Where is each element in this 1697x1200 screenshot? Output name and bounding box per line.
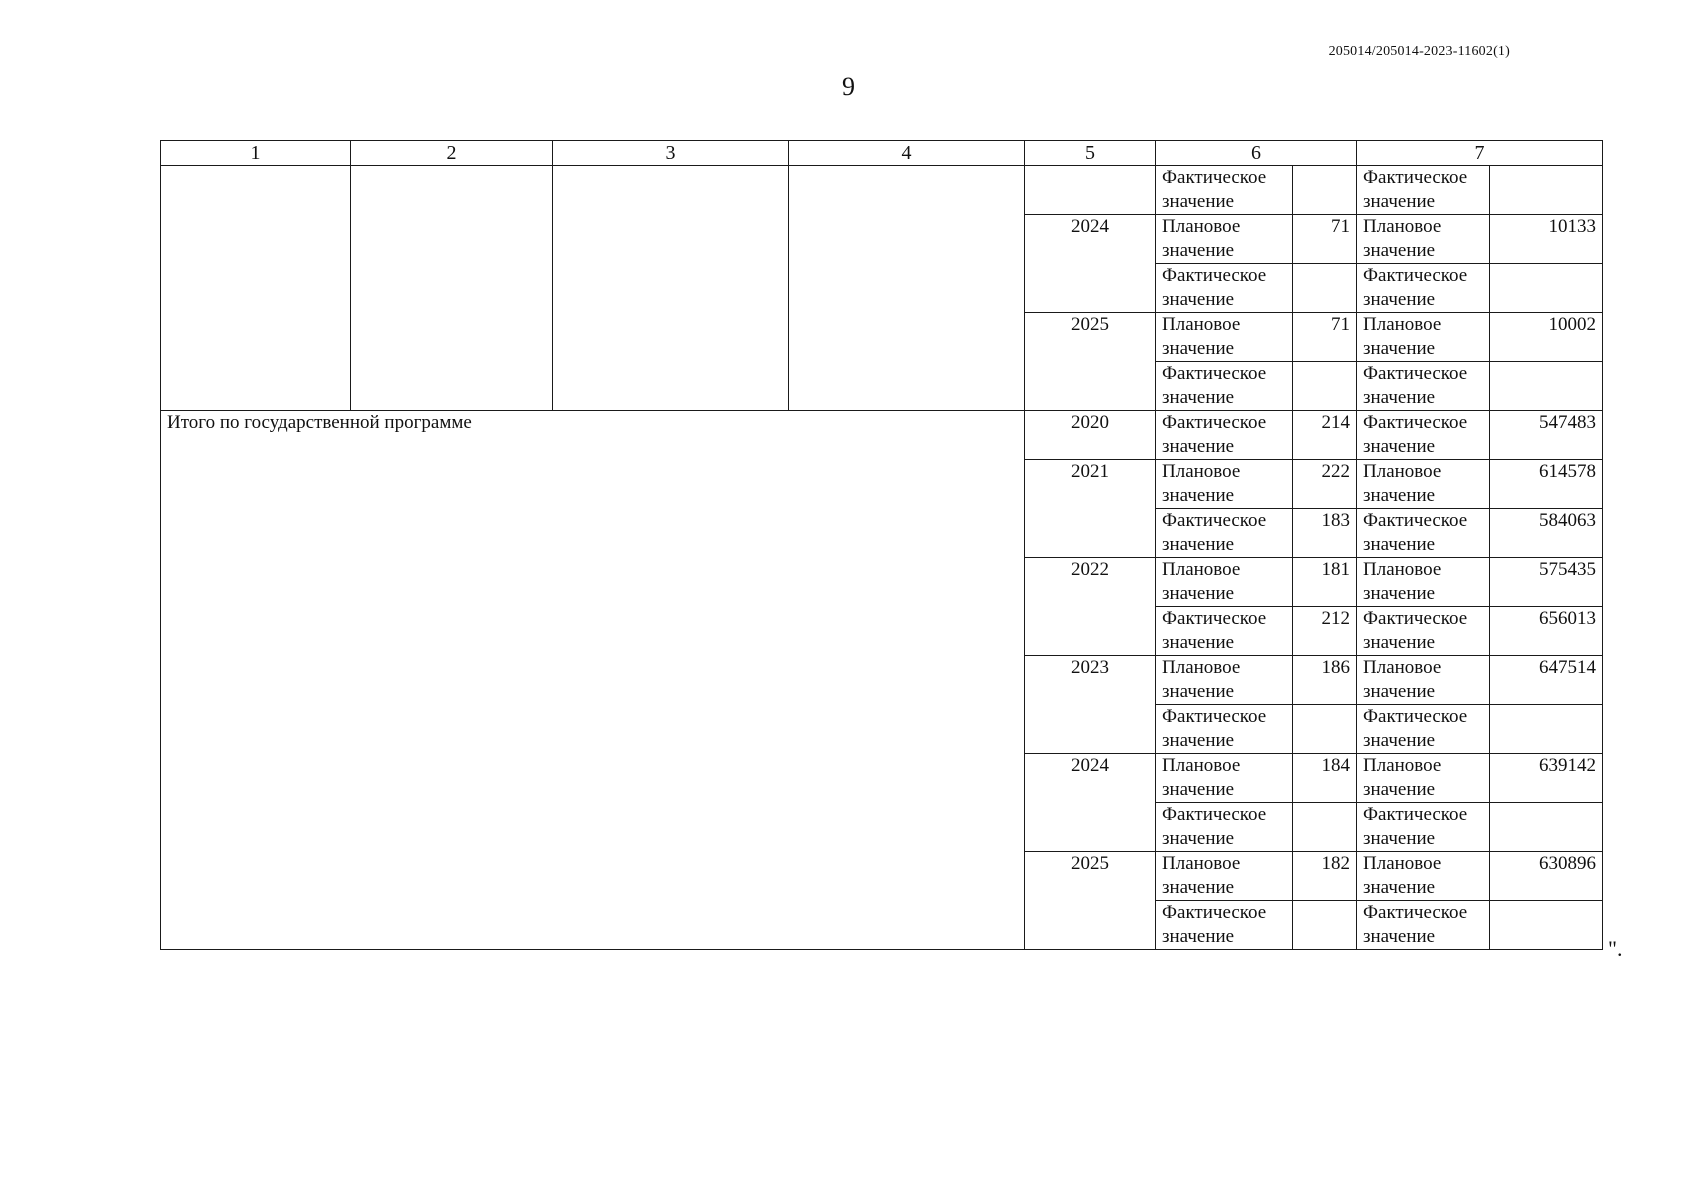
indicator-type-label: Фактическое значение xyxy=(1357,705,1490,754)
indicator-type-label: Фактическое значение xyxy=(1357,607,1490,656)
indicator-type-label: Фактическое значение xyxy=(1357,803,1490,852)
indicators-table xyxy=(160,140,1603,950)
indicator-value: 10133 xyxy=(1490,215,1603,264)
header-cell-1: 1 xyxy=(161,141,351,166)
indicator-value xyxy=(1293,705,1357,754)
year-cell: 2021 xyxy=(1025,460,1156,558)
indicator-value: 647514 xyxy=(1490,656,1603,705)
indicator-type-label: Фактическое значение xyxy=(1357,362,1490,411)
year-cell xyxy=(1025,166,1156,215)
indicator-type-label: Плановое значение xyxy=(1357,460,1490,509)
indicator-value: 639142 xyxy=(1490,754,1603,803)
header-cell-7: 7 xyxy=(1357,141,1603,166)
indicator-type-label: Фактическое значение xyxy=(1357,901,1490,950)
table-row xyxy=(161,166,1603,215)
indicator-type-label: Фактическое значение xyxy=(1156,411,1293,460)
indicator-value xyxy=(1490,166,1603,215)
indicator-value xyxy=(1490,803,1603,852)
indicator-type-label: Фактическое значение xyxy=(1156,509,1293,558)
indicator-type-label: Фактическое значение xyxy=(1357,509,1490,558)
document-id: 205014/205014-2023-11602(1) xyxy=(1328,44,1510,59)
indicator-value xyxy=(1293,264,1357,313)
indicator-value xyxy=(1490,264,1603,313)
year-cell: 2020 xyxy=(1025,411,1156,460)
header-cell-6: 6 xyxy=(1156,141,1357,166)
indicator-value: 630896 xyxy=(1490,852,1603,901)
indicator-type-label: Плановое значение xyxy=(1156,656,1293,705)
indicator-type-label: Фактическое значение xyxy=(1156,166,1293,215)
indicator-type-label: Фактическое значение xyxy=(1357,411,1490,460)
indicator-value: 214 xyxy=(1293,411,1357,460)
year-cell: 2025 xyxy=(1025,313,1156,411)
indicator-value: 614578 xyxy=(1490,460,1603,509)
indicator-type-label: Плановое значение xyxy=(1156,460,1293,509)
indicator-value xyxy=(1490,705,1603,754)
indicator-value xyxy=(1293,166,1357,215)
indicator-type-label: Фактическое значение xyxy=(1357,264,1490,313)
empty-cell-col-3 xyxy=(553,166,789,411)
indicator-type-label: Плановое значение xyxy=(1156,215,1293,264)
indicator-value: 547483 xyxy=(1490,411,1603,460)
indicator-type-label: Плановое значение xyxy=(1156,313,1293,362)
indicator-type-label: Плановое значение xyxy=(1357,215,1490,264)
indicator-value: 656013 xyxy=(1490,607,1603,656)
indicator-type-label: Плановое значение xyxy=(1156,754,1293,803)
indicator-type-label: Фактическое значение xyxy=(1156,901,1293,950)
indicator-value: 184 xyxy=(1293,754,1357,803)
indicator-value: 10002 xyxy=(1490,313,1603,362)
indicator-value xyxy=(1490,362,1603,411)
indicator-value xyxy=(1490,901,1603,950)
year-cell: 2023 xyxy=(1025,656,1156,754)
indicator-type-label: Фактическое значение xyxy=(1357,166,1490,215)
indicator-value: 222 xyxy=(1293,460,1357,509)
page-number: 9 xyxy=(842,72,855,101)
indicator-type-label: Плановое значение xyxy=(1156,558,1293,607)
indicator-value xyxy=(1293,803,1357,852)
year-cell: 2022 xyxy=(1025,558,1156,656)
indicator-type-label: Фактическое значение xyxy=(1156,803,1293,852)
indicator-type-label: Плановое значение xyxy=(1357,656,1490,705)
indicator-type-label: Плановое значение xyxy=(1357,313,1490,362)
indicator-type-label: Фактическое значение xyxy=(1156,362,1293,411)
header-cell-5: 5 xyxy=(1025,141,1156,166)
indicator-type-label: Плановое значение xyxy=(1357,558,1490,607)
indicator-value: 71 xyxy=(1293,313,1357,362)
indicator-value xyxy=(1293,362,1357,411)
empty-cell-col-2 xyxy=(351,166,553,411)
indicator-type-label: Фактическое значение xyxy=(1156,705,1293,754)
year-cell: 2025 xyxy=(1025,852,1156,950)
indicator-type-label: Плановое значение xyxy=(1156,852,1293,901)
indicator-value: 181 xyxy=(1293,558,1357,607)
total-label: Итого по государственной программе xyxy=(161,411,1025,950)
header-cell-3: 3 xyxy=(553,141,789,166)
year-cell: 2024 xyxy=(1025,215,1156,313)
indicator-value: 183 xyxy=(1293,509,1357,558)
header-cell-2: 2 xyxy=(351,141,553,166)
empty-cell-col-1 xyxy=(161,166,351,411)
indicator-value: 212 xyxy=(1293,607,1357,656)
indicator-type-label: Фактическое значение xyxy=(1156,607,1293,656)
header-row xyxy=(161,141,1603,166)
indicator-value: 575435 xyxy=(1490,558,1603,607)
indicator-type-label: Фактическое значение xyxy=(1156,264,1293,313)
indicator-type-label: Плановое значение xyxy=(1357,852,1490,901)
header-cell-4: 4 xyxy=(789,141,1025,166)
indicator-value: 71 xyxy=(1293,215,1357,264)
closing-quote: ". xyxy=(1608,936,1623,961)
indicator-value: 584063 xyxy=(1490,509,1603,558)
indicator-value: 182 xyxy=(1293,852,1357,901)
table-row xyxy=(161,411,1603,460)
indicator-type-label: Плановое значение xyxy=(1357,754,1490,803)
indicator-value: 186 xyxy=(1293,656,1357,705)
empty-cell-col-4 xyxy=(789,166,1025,411)
indicator-value xyxy=(1293,901,1357,950)
year-cell: 2024 xyxy=(1025,754,1156,852)
